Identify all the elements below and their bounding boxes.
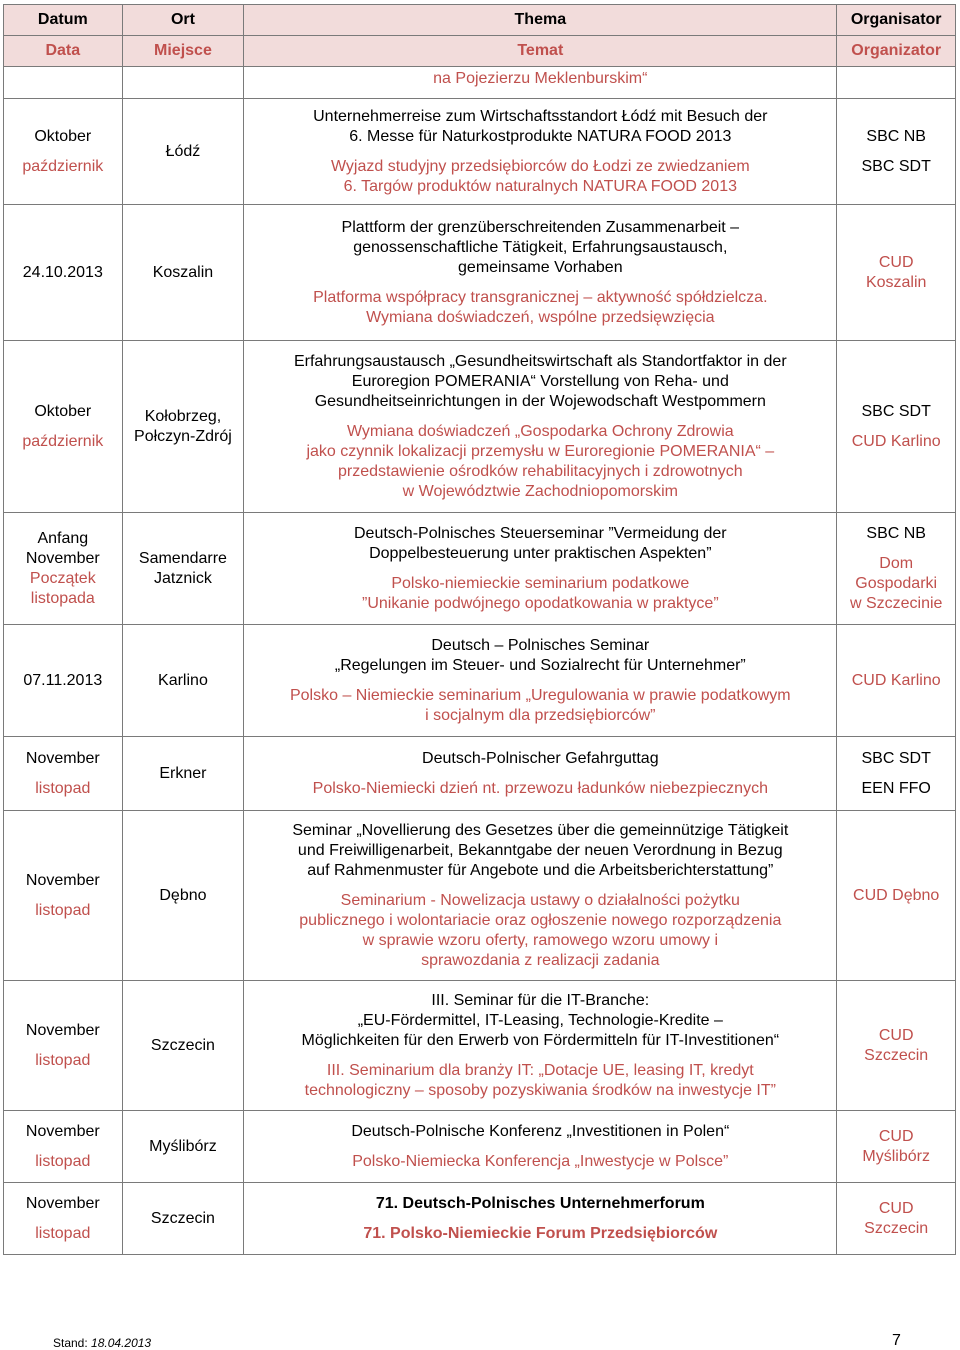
- topic-de-line: Gesundheitseinrichtungen in der Wojewodschaft Westpommern: [314, 392, 766, 410]
- header-row-de: [4, 5, 956, 36]
- topic-pl-line: ”Unikanie podwójnego opodatkowania w praktyce”: [361, 594, 719, 612]
- organizer-line: SBC SDT: [861, 402, 931, 420]
- topic-pl-line: Polsko – Niemieckie seminarium „Uregulowania w prawie podatkowym: [289, 686, 791, 704]
- header-place-de: Ort: [122, 5, 244, 36]
- place-line: Jatznick: [154, 569, 212, 587]
- place-line: Połczyn-Zdrój: [134, 427, 232, 445]
- organizer-line: SBC SDT: [861, 749, 931, 767]
- place-cell: Erkner: [122, 737, 244, 811]
- date-pl: listopad: [35, 901, 91, 919]
- date-de: November: [25, 871, 100, 889]
- topic-de-line: Deutsch-Polnisches Steuerseminar ”Vermeidung der: [354, 524, 727, 542]
- topic-pl-line: jako czynnik lokalizacji przemysłu w Euroregionie POMERANIA“ –: [306, 442, 775, 460]
- organizer-cell: [837, 341, 956, 513]
- topic-de-line: 6. Messe für Naturkostprodukte NATURA FOOD 2013: [349, 127, 732, 145]
- date-cell: [4, 99, 123, 205]
- topic-cell: [244, 981, 837, 1111]
- topic-pl-line: 71. Polsko-Niemieckie Forum Przedsiębiorców: [363, 1224, 718, 1242]
- place-cell: Szczecin: [122, 1183, 244, 1255]
- topic-cell: [244, 513, 837, 625]
- date-cell: [4, 67, 123, 99]
- organizer-line: Dom: [879, 554, 914, 572]
- header-row-pl: [4, 36, 956, 67]
- date-pl: listopad: [35, 1051, 91, 1069]
- place-cell: Myślibórz: [122, 1111, 244, 1183]
- topic-cell: [244, 1183, 837, 1255]
- organizer-cell: [837, 1111, 956, 1183]
- topic-de-line: und Freiwilligenarbeit, Bekanntgabe der neuen Verordnung in Bezug: [297, 841, 783, 859]
- organizer-line: CUD: [878, 253, 914, 271]
- organizer-cell: [837, 513, 956, 625]
- table-row: [4, 1111, 956, 1183]
- organizer-cell: CUD Karlino: [837, 625, 956, 737]
- footer-stand: [53, 1336, 151, 1350]
- place-cell: [122, 67, 244, 99]
- topic-de-line: 71. Deutsch-Polnisches Unternehmerforum: [375, 1194, 705, 1212]
- topic-pl-line: w Województwie Zachodniopomorskim: [402, 482, 678, 500]
- table-row: [4, 99, 956, 205]
- topic-pl-line: Wyjazd studyjny przedsiębiorców do Łodzi ze zwiedzaniem: [330, 157, 750, 175]
- date-de: November: [25, 549, 100, 567]
- stand-date: 18.04.2013: [91, 1336, 152, 1350]
- topic-cell: [244, 67, 837, 99]
- topic-de-line: „Regelungen im Steuer- und Sozialrecht für Unternehmer”: [334, 656, 746, 674]
- date-cell: [4, 737, 123, 811]
- topic-cell: [244, 341, 837, 513]
- date-cell: [4, 981, 123, 1111]
- table-row: [4, 625, 956, 737]
- date-pl: listopad: [35, 1224, 91, 1242]
- topic-pl-line: technologiczny – sposoby pozyskiwania środków na inwestycje IT”: [304, 1081, 776, 1099]
- topic-de-line: Doppelbesteuerung unter praktischen Aspekten”: [369, 544, 712, 562]
- place-cell: [122, 513, 244, 625]
- table-row: [4, 811, 956, 981]
- organizer-line: w Szczecinie: [849, 594, 943, 612]
- organizer-line: Szczecin: [864, 1046, 929, 1064]
- header-topic-de: Thema: [244, 5, 837, 36]
- topic-de-line: III. Seminar für die IT-Branche:: [431, 991, 650, 1009]
- date-de: November: [25, 749, 100, 767]
- topic-pl-line: Wymiana doświadczeń „Gospodarka Ochrony Zdrowia: [346, 422, 734, 440]
- topic-pl-line: sprawozdania z realizacji zadania: [421, 951, 660, 969]
- organizer-cell: [837, 67, 956, 99]
- topic-pl-line: w sprawie wzoru oferty, ramowego wzoru umowy i: [362, 931, 718, 949]
- organizer-cell: [837, 205, 956, 341]
- header-date-de: Datum: [4, 5, 123, 36]
- topic-cell: [244, 625, 837, 737]
- date-cell: [4, 1183, 123, 1255]
- date-cell: [4, 1111, 123, 1183]
- header-topic-pl: Temat: [244, 36, 837, 67]
- topic-pl-line: Polsko-Niemiecka Konferencja „Inwestycje w Polsce”: [352, 1152, 729, 1170]
- organizer-line: CUD: [878, 1026, 914, 1044]
- table-row: [4, 737, 956, 811]
- date-cell: 07.11.2013: [4, 625, 123, 737]
- topic-pl-line: Polsko-Niemiecki dzień nt. przewozu ładunków niebezpiecznych: [312, 779, 768, 797]
- place-cell: Łódź: [122, 99, 244, 205]
- topic-de-line: Deutsch – Polnisches Seminar: [431, 636, 650, 654]
- schedule-table: [3, 4, 956, 1255]
- date-cell: [4, 811, 123, 981]
- organizer-line: SBC SDT: [861, 157, 931, 175]
- header-place-pl: Miejsce: [122, 36, 244, 67]
- date-cell: [4, 513, 123, 625]
- topic-de-line: Deutsch-Polnischer Gefahrguttag: [422, 749, 659, 767]
- date-de: Oktober: [34, 127, 92, 145]
- topic-de-line: Seminar „Novellierung des Gesetzes über die gemeinnützige Tätigkeit: [292, 821, 789, 839]
- topic-de-line: Plattform der grenzüberschreitenden Zusammenarbeit –: [341, 218, 740, 236]
- topic-pl-line: 6. Targów produktów naturalnych NATURA FOOD 2013: [343, 177, 737, 195]
- topic-pl-line: i socjalnym dla przedsiębiorców”: [425, 706, 656, 724]
- place-line: Samendarre: [138, 549, 227, 567]
- topic-cell: [244, 737, 837, 811]
- place-line: Kołobrzeg,: [144, 407, 222, 425]
- organizer-line: Koszalin: [865, 273, 927, 291]
- topic-de-line: Euroregion POMERANIA“ Vorstellung von Reha- und: [351, 372, 729, 390]
- date-pl: listopad: [35, 1152, 91, 1170]
- organizer-line: CUD: [878, 1199, 914, 1217]
- table-row: [4, 205, 956, 341]
- place-cell: Dębno: [122, 811, 244, 981]
- date-pl: październik: [22, 157, 104, 175]
- organizer-cell: [837, 737, 956, 811]
- header-organizer-de: Organisator: [837, 5, 956, 36]
- topic-de-line: Deutsch-Polnische Konferenz „Investitionen in Polen“: [351, 1122, 730, 1140]
- date-pl: Początek: [29, 569, 96, 587]
- topic-pl-line: na Pojezierzu Meklenburskim“: [433, 70, 648, 87]
- organizer-line: SBC NB: [866, 524, 926, 542]
- organizer-line: CUD: [878, 1127, 914, 1145]
- topic-pl-line: przedstawienie ośrodków rehabilitacyjnych i zdrowotnych: [337, 462, 743, 480]
- date-de: November: [25, 1194, 100, 1212]
- page-number: 7: [892, 1332, 901, 1349]
- place-cell: Koszalin: [122, 205, 244, 341]
- topic-pl-line: Wymiana doświadczeń, wspólne przedsięwzięcia: [366, 308, 715, 326]
- date-pl: listopada: [30, 589, 95, 607]
- table-row: [4, 981, 956, 1111]
- table-row: [4, 341, 956, 513]
- organizer-line: Gospodarki: [855, 574, 938, 592]
- date-pl: listopad: [35, 779, 91, 797]
- place-cell: [122, 341, 244, 513]
- organizer-line: Szczecin: [864, 1219, 929, 1237]
- organizer-line: EEN FFO: [861, 779, 931, 797]
- place-cell: Szczecin: [122, 981, 244, 1111]
- topic-cell: [244, 205, 837, 341]
- topic-de-line: „EU-Fördermittel, IT-Leasing, Technologie-Kredite –: [357, 1011, 723, 1029]
- topic-pl-line: publicznego i wolontariacie oraz ogłoszenie nowego rozporządzenia: [299, 911, 782, 929]
- topic-pl-line: Platforma współpracy transgranicznej – aktywność spółdzielcza.: [313, 288, 768, 306]
- organizer-line: CUD Karlino: [851, 432, 941, 450]
- organizer-line: Myślibórz: [862, 1147, 930, 1165]
- date-de: Anfang: [37, 529, 89, 547]
- header-organizer-pl: Organizator: [837, 36, 956, 67]
- topic-de-line: Möglichkeiten für den Erwerb von Fördermitteln für IT-Investitionen“: [301, 1031, 780, 1049]
- organizer-cell: [837, 1183, 956, 1255]
- date-de: Oktober: [34, 402, 92, 420]
- topic-cell: [244, 1111, 837, 1183]
- topic-cell: [244, 811, 837, 981]
- table-row: [4, 513, 956, 625]
- topic-pl-line: Polsko-niemieckie seminarium podatkowe: [391, 574, 690, 592]
- stand-label: Stand:: [53, 1336, 88, 1350]
- topic-de-line: auf Rahmenmuster für Angebote und die Arbeitsberichterstattung”: [307, 861, 774, 879]
- date-pl: październik: [22, 432, 104, 450]
- organizer-cell: CUD Dębno: [837, 811, 956, 981]
- topic-de-line: gemeinsame Vorhaben: [458, 258, 623, 276]
- topic-pl-line: Seminarium - Nowelizacja ustawy o działalności pożytku: [340, 891, 740, 909]
- topic-de-line: genossenschaftliche Tätigkeit, Erfahrungsaustausch,: [353, 238, 728, 256]
- topic-de-line: Erfahrungsaustausch „Gesundheitswirtschaft als Standortfaktor in der: [293, 352, 787, 370]
- table-row: [4, 67, 956, 99]
- topic-de-line: Unternehmerreise zum Wirtschaftsstandort Łódź mit Besuch der: [313, 107, 768, 125]
- date-de: November: [25, 1021, 100, 1039]
- date-cell: 24.10.2013: [4, 205, 123, 341]
- header-date-pl: Data: [4, 36, 123, 67]
- organizer-cell: [837, 981, 956, 1111]
- date-de: November: [25, 1122, 100, 1140]
- table-row: [4, 1183, 956, 1255]
- date-cell: [4, 341, 123, 513]
- organizer-line: SBC NB: [866, 127, 926, 145]
- place-cell: Karlino: [122, 625, 244, 737]
- organizer-cell: [837, 99, 956, 205]
- topic-cell: [244, 99, 837, 205]
- topic-pl-line: III. Seminarium dla branży IT: „Dotacje UE, leasing IT, kredyt: [326, 1061, 754, 1079]
